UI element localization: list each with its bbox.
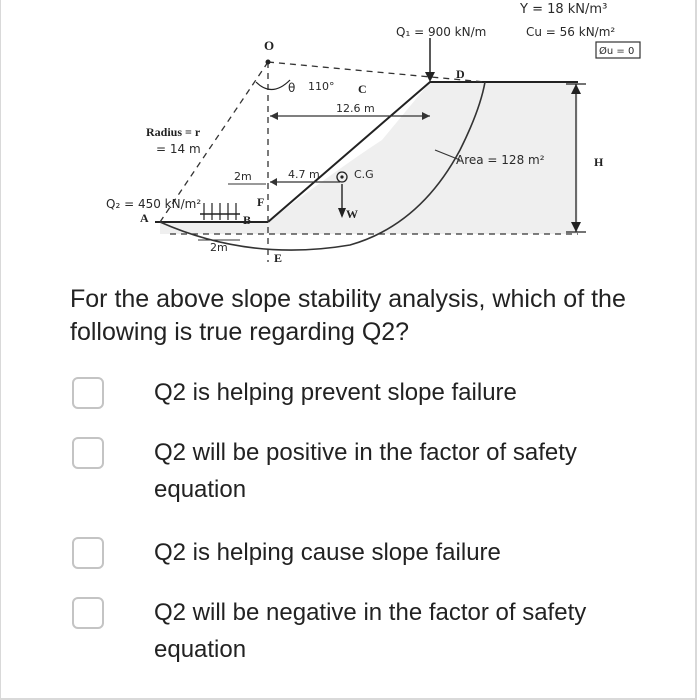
angle-arc [256, 80, 290, 90]
answer-option-2[interactable] [72, 437, 632, 507]
radius-label-line2: = 14 m [156, 142, 201, 156]
question-text: For the above slope stability analysis, which of the following is true regarding Q2? [70, 285, 626, 346]
answer-option-label: Q2 is helping prevent slope failure [154, 379, 517, 406]
dim-126-arrow-left [270, 112, 278, 120]
point-d-label: D [456, 67, 465, 81]
dim-2m-top-label: 2m [234, 170, 252, 183]
radius-label-line1: Radius = r [146, 125, 201, 139]
point-a-label: A [140, 211, 149, 225]
dim-47-arrow [270, 178, 277, 186]
area-label: Area = 128 m² [456, 153, 545, 167]
point-f-label: F [257, 195, 265, 209]
centre-point [266, 60, 271, 65]
left-border [0, 0, 1, 700]
checkbox[interactable] [72, 437, 104, 469]
radius-line-d [268, 62, 485, 82]
cg-dot [340, 175, 343, 178]
point-e-label: E [274, 251, 283, 265]
h-label: H [594, 155, 604, 169]
answer-option-label: Q2 will be positive in the factor of safety equation [154, 439, 577, 503]
slope-diagram [100, 0, 660, 268]
cu-label: Cu = 56 kN/m² [526, 25, 616, 39]
phi-label: Øu = 0 [599, 46, 635, 57]
angle-label: 110° [308, 80, 335, 93]
q1-label: Q₁ = 900 kN/m [396, 25, 487, 39]
dim-47-label: 4.7 m [288, 168, 320, 181]
checkbox[interactable] [72, 597, 104, 629]
gamma-label: Y = 18 kN/m³ [520, 2, 608, 17]
point-c-label: C [358, 82, 367, 96]
answer-option-label: Q2 will be negative in the factor of safety equation [154, 599, 587, 663]
dim-2m-bottom-label: 2m [210, 241, 228, 254]
weight-w-label: W [346, 207, 358, 221]
point-b-label: B [243, 213, 252, 227]
checkbox[interactable] [72, 377, 104, 409]
slope-stability-figure [100, 0, 660, 268]
theta-label: θ [288, 81, 296, 95]
checkbox[interactable] [72, 537, 104, 569]
answer-option-label: Q2 is helping cause slope failure [154, 539, 501, 566]
point-o-label: O [264, 38, 275, 53]
cg-label: C.G [354, 168, 374, 181]
dim-126-label: 12.6 m [336, 102, 375, 115]
answer-option-4[interactable] [72, 597, 632, 667]
q2-label: Q₂ = 450 kN/m² [106, 197, 202, 211]
